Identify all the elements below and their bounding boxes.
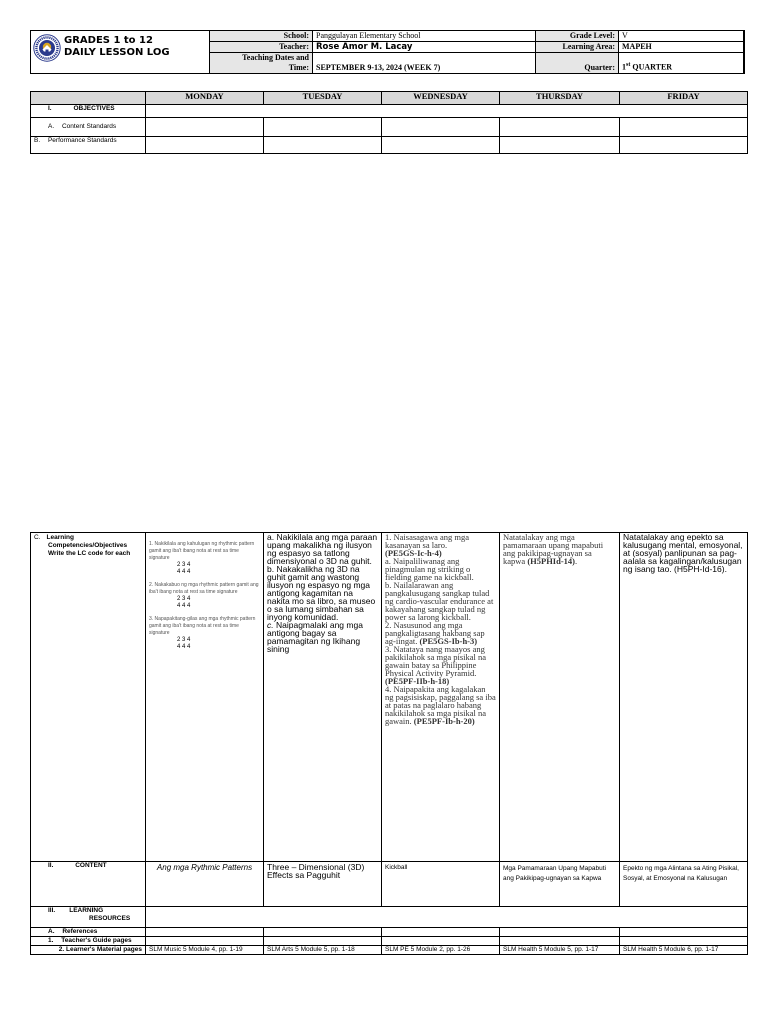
teachers-guide-label: [31, 937, 146, 946]
objectives-table: [30, 91, 748, 154]
quarter-label: Quarter:: [536, 53, 619, 74]
objectives-number: I.: [48, 105, 52, 112]
content-tuesday: [264, 862, 382, 907]
wednesday-objective-3-text: 3. Natataya nang maayos ang pakikilahok sa mga pisikal na gawain batay sa Philippine Physical Activity Pyramid.: [385, 644, 487, 678]
monday-music-item-3: [149, 616, 260, 651]
competencies-label-line1: [34, 534, 142, 542]
monday-item3-time-signatures: 2 3 4: [177, 637, 191, 643]
references-tuesday: [264, 928, 382, 937]
content-standards-thursday: [500, 118, 620, 137]
thursday-objective-end: .: [575, 556, 578, 566]
tuesday-objective-a: a. Nakikilala ang mga paraan upang makalikha ng ilusyon ng espasyo sa tatlong dimensiyonal o 3D na guhit.: [267, 532, 378, 566]
content-number: II.: [48, 862, 54, 869]
learners-material-label: [31, 946, 146, 955]
performance-standards-thursday: [500, 137, 620, 154]
teaching-dates-label-line2: Time:: [288, 63, 309, 72]
competencies-friday: [620, 533, 748, 862]
teachers-guide-monday: [146, 937, 264, 946]
wednesday-objective-3-code: (PE5PF-IIb-h-18): [385, 676, 450, 686]
monday-item3-arrows: 4 4 4: [177, 644, 191, 650]
content-label: [31, 862, 146, 907]
content-friday: Epekto ng mga Alintana sa Ating Pisikal, Sosyal, at Emosyonal na Kalusugan: [620, 862, 748, 907]
competencies-monday: [146, 533, 264, 862]
wednesday-objective-2-code: (PE5GS-Ib-h-3): [419, 636, 478, 646]
teachers-guide-tuesday: [264, 937, 382, 946]
learning-resources-label: [31, 907, 146, 928]
day-header-tuesday: TUESDAY: [264, 92, 382, 105]
grade-level-label: Grade Level:: [536, 31, 619, 42]
day-header-monday: MONDAY: [146, 92, 264, 105]
wednesday-objective-1: 1. Naisasagawa ang mga kasanayan sa laro.: [385, 532, 470, 550]
wednesday-objective-2: [385, 621, 496, 645]
learners-material-friday: SLM Health 5 Module 6, pp. 1-17: [620, 946, 748, 955]
learning-resources-cell: [146, 907, 748, 928]
content-text: CONTENT: [75, 862, 107, 869]
objectives-cell: [146, 105, 748, 118]
monday-item1-text: 1. Nakikilala ang kahulugan ng rhythmic pattern gamit ang iba't ibang nota at rest sa time signature: [149, 541, 255, 561]
teacher-value: Rose Amor M. Lacay: [313, 42, 536, 53]
quarter-number: 1: [622, 63, 626, 72]
learners-material-wednesday: SLM PE 5 Module 2, pp. 1-26: [382, 946, 500, 955]
monday-item1-time-signatures: 2 3 4: [177, 562, 191, 568]
thursday-objective-text: Natatalakay ang mga pamamaraan upang mapabuti ang pakikipag-ugnayan sa kapwa: [503, 532, 604, 566]
header-info-table: [209, 30, 745, 74]
content-standards-letter: A.: [48, 123, 55, 130]
competencies-table: [30, 532, 748, 955]
learners-material-text: Learner's Material pages: [66, 946, 142, 953]
content-wednesday: Kickball: [382, 862, 500, 907]
content-standards-tuesday: [264, 118, 382, 137]
tuesday-objective-c-letter: c.: [267, 620, 274, 630]
wednesday-objective-2-text: 2. Nasusunod ang mga pangkaligtasang hakbang sap ag-iingat.: [385, 620, 485, 646]
tuesday-objective-b: b. Nakakalikha ng 3D na guhit gamit ang wastong ilusyon ng espasyo ng mga antigong kagamitan na nakita mo sa libro, sa museo o sa lumang simbahan sa inyong komunidad.: [267, 564, 376, 622]
competencies-wednesday: [382, 533, 500, 862]
content-monday: Ang mga Rythmic Patterns: [146, 862, 264, 907]
day-header-thursday: THURSDAY: [500, 92, 620, 105]
learners-material-monday: SLM Music 5 Module 4, pp. 1-19: [146, 946, 264, 955]
teachers-guide-thursday: [500, 937, 620, 946]
content-standards-text: Content Standards: [61, 123, 117, 130]
wednesday-objective-1a: a. Naipaliliwanag ang pinagmulan ng striking o fielding game na kickball.: [385, 556, 474, 582]
teachers-guide-friday: [620, 937, 748, 946]
content-standards-wednesday: [382, 118, 500, 137]
wednesday-objective-4-code: (PE5PF-Ib-h-20): [413, 716, 475, 726]
references-letter: A.: [48, 928, 55, 935]
competencies-letter: C.: [34, 534, 41, 541]
competencies-label: [31, 533, 146, 862]
learning-resources-text2: RESOURCES: [89, 915, 131, 922]
references-wednesday: [382, 928, 500, 937]
quarter-suffix: st: [626, 62, 631, 69]
learners-material-thursday: SLM Health 5 Module 5, pp. 1-17: [500, 946, 620, 955]
wednesday-objective-1-code: (PE5GS-Ic-h-4): [385, 548, 442, 558]
quarter-text: QUARTER: [630, 63, 673, 72]
content-thursday: Mga Pamamaraan Upang Mapabuti ang Pakikipag-ugnayan sa Kapwa: [500, 862, 620, 907]
wednesday-objective-4-text: 4. Naipapakita ang kagalakan ng pagsisiskap, paggalang sa iba at patas na paglalaro habang nakikilahok sa mga pisikal na gawain.: [385, 684, 496, 726]
references-label: [31, 928, 146, 937]
content-tuesday-line2: Effects sa Pagguhit: [267, 870, 341, 880]
content-standards-friday: [620, 118, 748, 137]
teachers-guide-number: 1.: [48, 937, 54, 944]
monday-music-item-1: [149, 541, 260, 576]
wednesday-objective-1b: b. Nailalarawan ang pangkalusugang sangkap tulad ng cardio-vascular endurance at kakayahang sangkap tulad ng power sa larong kickball.: [385, 580, 494, 622]
performance-standards-monday: [146, 137, 264, 154]
competencies-label-text2: Competencies/Objectives: [48, 542, 128, 549]
tuesday-objective-c: [267, 621, 378, 653]
content-standards-monday: [146, 118, 264, 137]
title-line-1: GRADES 1 to 12: [64, 35, 153, 46]
wednesday-objective-4: [385, 685, 496, 725]
references-friday: [620, 928, 748, 937]
references-text: References: [62, 928, 98, 935]
references-thursday: [500, 928, 620, 937]
wednesday-objective-3: [385, 645, 496, 685]
grade-level-value: V: [619, 31, 745, 42]
teaching-dates-value: SEPTEMBER 9-13, 2024 (WEEK 7): [313, 53, 536, 74]
day-header-blank: [31, 92, 146, 105]
learning-resources-line1: [34, 907, 142, 915]
performance-standards-text: Performance Standards: [47, 137, 117, 144]
learning-resources-text1: LEARNING: [69, 907, 104, 914]
competencies-tuesday: [264, 533, 382, 862]
performance-standards-tuesday: [264, 137, 382, 154]
learning-area-label: Learning Area:: [536, 42, 619, 53]
objectives-text: OBJECTIVES: [73, 105, 115, 112]
teaching-dates-label-line1: Teaching Dates and: [242, 53, 309, 62]
school-value: Panggulayan Elementary School: [313, 31, 536, 42]
monday-music-item-2: [149, 582, 260, 610]
friday-objective: Natatalakay ang epekto sa kalusugang mental, emosyonal, at (sosyal) panlipunan sa pag-aalala sa kagalingan/kalusugan ng isang tao. (H5PH-Id-16).: [623, 532, 743, 574]
performance-standards-letter: B.: [34, 137, 41, 144]
deped-seal-icon: [33, 34, 61, 62]
monday-item2-time-signatures: 2 3 4: [177, 596, 191, 602]
learning-resources-number: III.: [48, 907, 56, 914]
performance-standards-label: [31, 137, 146, 154]
teachers-guide-wednesday: [382, 937, 500, 946]
learners-material-number: 2.: [58, 946, 65, 953]
teacher-label: Teacher:: [210, 42, 313, 53]
competencies-thursday: [500, 533, 620, 862]
thursday-objective: [503, 533, 616, 565]
monday-item1-arrows: 4 4 4: [177, 569, 191, 575]
performance-standards-wednesday: [382, 137, 500, 154]
title-line-2: DAILY LESSON LOG: [64, 47, 170, 58]
content-standards-label: [31, 118, 146, 137]
competencies-label-text1: Learning: [46, 534, 74, 541]
monday-item3-text: 3. Napapakitang-gilas ang mga rhythmic pattern gamit ang iba't ibang nota at rest sa time signature: [149, 616, 256, 636]
content-tuesday-line1: Three – Dimensional (3D): [267, 862, 365, 872]
tuesday-objective-c-text: Naipagmalaki ang mga antigong bagay sa pamamagitan ng Ikihang sining: [267, 620, 363, 654]
references-monday: [146, 928, 264, 937]
monday-item2-arrows: 4 4 4: [177, 603, 191, 609]
learners-material-tuesday: SLM Arts 5 Module 5, pp. 1-18: [264, 946, 382, 955]
performance-standards-friday: [620, 137, 748, 154]
school-label: School:: [210, 31, 313, 42]
learning-area-value: MAPEH: [619, 42, 745, 53]
quarter-value: [619, 53, 745, 74]
thursday-objective-code: (H5PHId-14): [527, 556, 576, 566]
teaching-dates-label: [210, 53, 313, 74]
competencies-label-text3: Write the LC code for each: [48, 550, 131, 557]
objectives-label: [31, 105, 146, 118]
day-header-wednesday: WEDNESDAY: [382, 92, 500, 105]
teachers-guide-text: Teacher's Guide pages: [61, 937, 132, 944]
day-header-friday: FRIDAY: [620, 92, 748, 105]
monday-item2-text: 2. Nakakabuo ng mga rhythmic pattern gamit ang iba't ibang nota at rest sa time signature: [149, 582, 259, 595]
